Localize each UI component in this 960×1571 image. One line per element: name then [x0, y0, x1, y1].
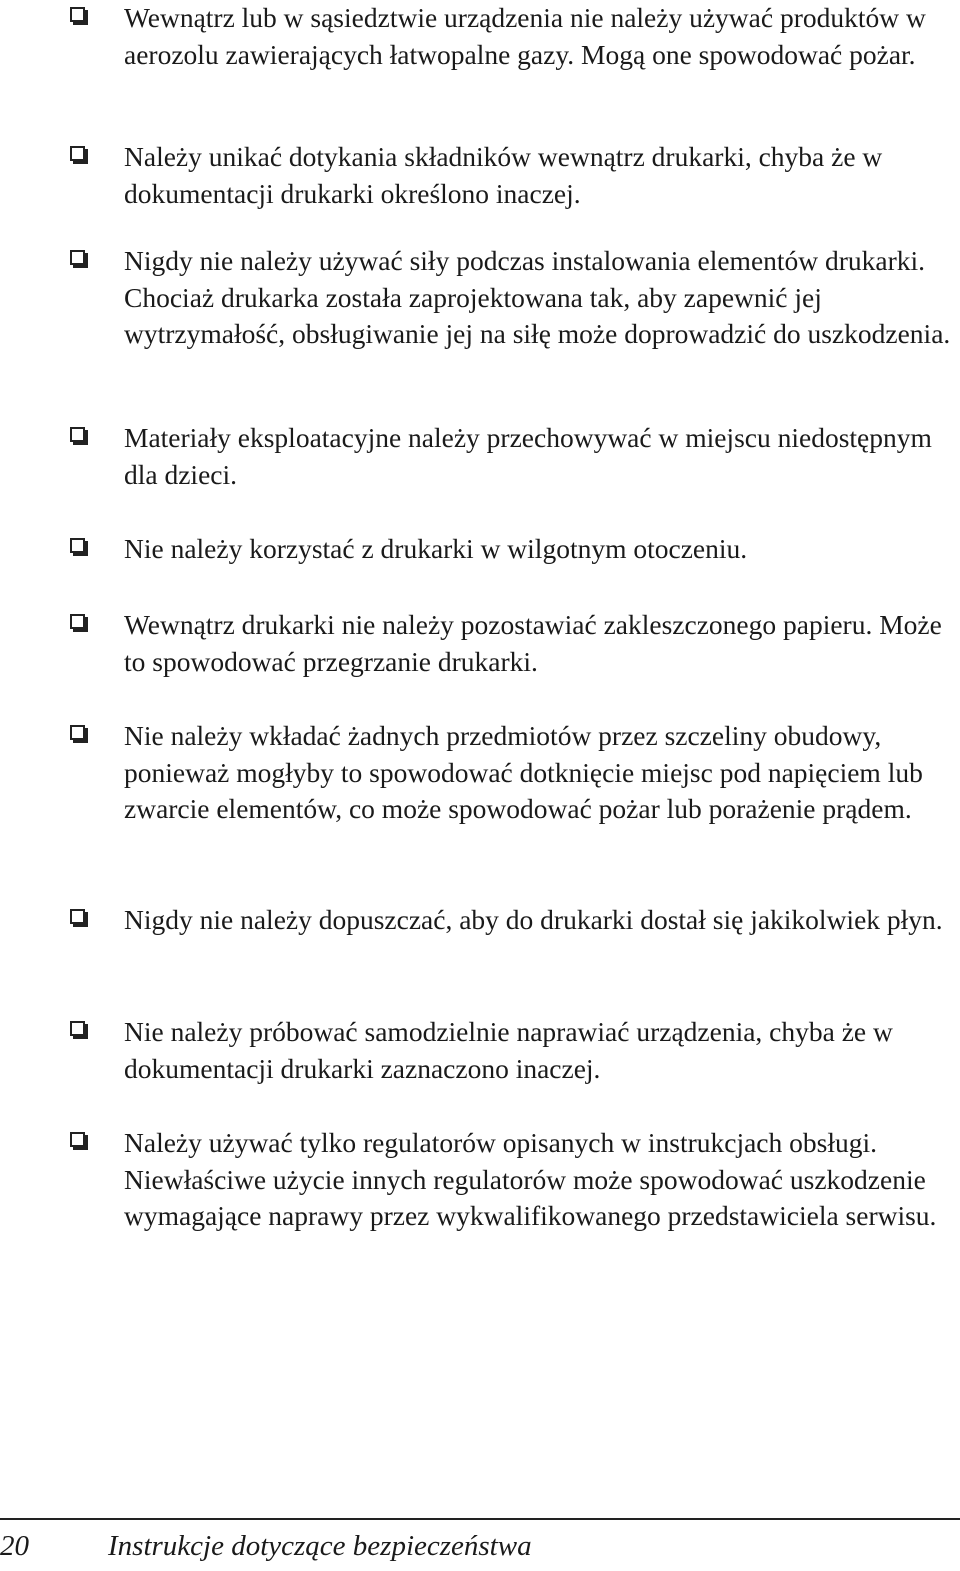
list-item-text: Wewnątrz lub w sąsiedztwie urządzenia nie należy używać produktów w aerozolu zawierających łatwopalne gazy. Mogą one spowodować pożar. — [124, 2, 926, 70]
checkbox-icon — [70, 1132, 85, 1147]
list-item-text: Materiały eksploatacyjne należy przechowywać w miejscu niedostępnym dla dzieci. — [124, 422, 932, 490]
checkbox-icon — [70, 250, 85, 265]
list-item-text: Nie należy próbować samodzielnie naprawiać urządzenia, chyba że w dokumentacji drukarki zaznaczono inaczej. — [124, 1016, 893, 1084]
checkbox-icon — [70, 1021, 85, 1036]
checkbox-icon — [70, 725, 85, 740]
list-item-text: Nigdy nie należy dopuszczać, aby do drukarki dostał się jakikolwiek płyn. — [124, 904, 943, 935]
page-footer — [0, 1526, 960, 1566]
list-item-text: Nie należy korzystać z drukarki w wilgotnym otoczeniu. — [124, 533, 748, 564]
checkbox-icon — [70, 909, 85, 924]
checkbox-icon — [70, 427, 85, 442]
checkbox-icon — [70, 538, 85, 553]
checkbox-icon — [70, 146, 85, 161]
list-item-text: Należy używać tylko regulatorów opisanych w instrukcjach obsługi. Niewłaściwe użycie innych regulatorów może spowodować uszkodzenie wymagające naprawy przez wykwalifikowanego przedstawiciela serwisu. — [124, 1127, 937, 1231]
chapter-title: Instrukcje dotyczące bezpieczeństwa — [108, 1530, 532, 1562]
footer-divider — [0, 1518, 960, 1520]
list-item-text: Nie należy wkładać żadnych przedmiotów przez szczeliny obudowy, ponieważ mogłyby to spowodować dotknięcie miejsc pod napięciem lub zwarcie elementów, co może spowodować pożar lub porażenie prądem. — [124, 720, 923, 824]
list-item-text: Wewnątrz drukarki nie należy pozostawiać zakleszczonego papieru. Może to spowodować przegrzanie drukarki. — [124, 609, 942, 677]
list-item-text: Należy unikać dotykania składników wewnątrz drukarki, chyba że w dokumentacji drukarki określono inaczej. — [124, 141, 883, 209]
page-number: 20 — [0, 1530, 29, 1562]
checkbox-icon — [70, 614, 85, 629]
checkbox-icon — [70, 7, 85, 22]
list-item-text: Nigdy nie należy używać siły podczas instalowania elementów drukarki. Chociaż drukarka została zaprojektowana tak, aby zapewnić jej wytrzymałość, obsługiwanie jej na siłę może doprowadzić do uszkodzenia. — [124, 245, 951, 349]
